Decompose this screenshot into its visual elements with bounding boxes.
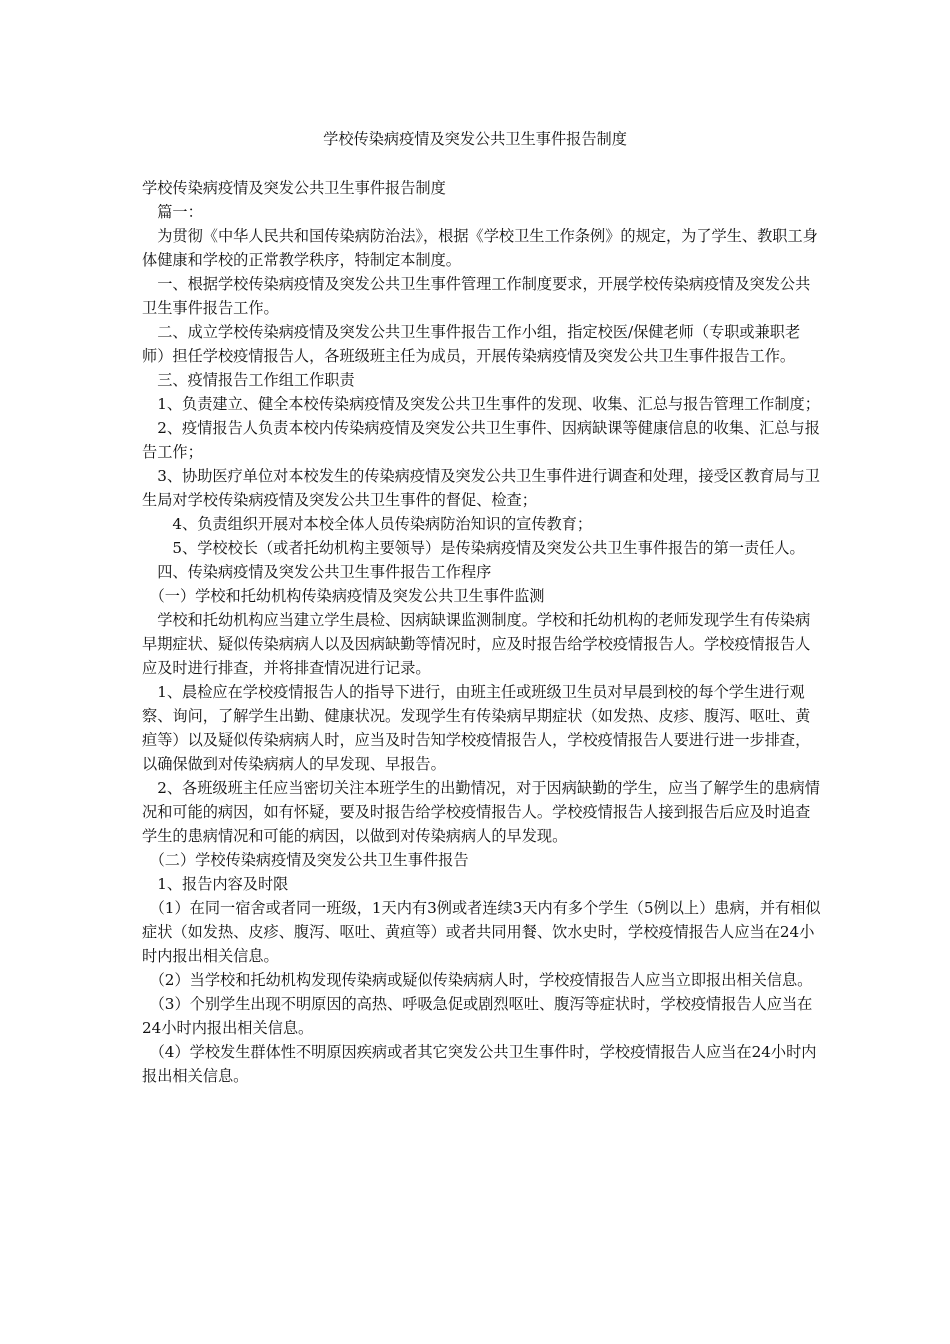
paragraph: 2、各班级班主任应当密切关注本班学生的出勤情况，对于因病缺勤的学生，应当了解学生的患病情况和可能的病因，如有怀疑，要及时报告给学校疫情报告人。学校疫情报告人接到报告后应及时追查学生的患病情况和可能的病因，以做到对传染病病人的早发现。 — [142, 779, 820, 845]
paragraph: 四、传染病疫情及突发公共卫生事件报告工作程序 — [142, 563, 492, 581]
paragraph: 2、疫情报告人负责本校内传染病疫情及突发公共卫生事件、因病缺课等健康信息的收集、汇总与报告工作； — [142, 419, 820, 461]
paragraph: （4）学校发生群体性不明原因疾病或者其它突发公共卫生事件时，学校疫情报告人应当在24小时内报出相关信息。 — [142, 1043, 817, 1085]
paragraph: 二、成立学校传染病疫情及突发公共卫生事件报告工作小组，指定校医/保健老师（专职或兼职老师）担任学校疫情报告人，各班级班主任为成员，开展传染病疫情及突发公共卫生事件报告工作。 — [142, 323, 801, 365]
paragraph: （3）个别学生出现不明原因的高热、呼吸急促或剧烈呕吐、腹泻等症状时，学校疫情报告人应当在24小时内报出相关信息。 — [142, 995, 813, 1037]
paragraph: 1、晨检应在学校疫情报告人的指导下进行，由班主任或班级卫生员对早晨到校的每个学生进行观察、询问，了解学生出勤、健康状况。发现学生有传染病早期症状（如发热、皮疹、腹泻、呕吐、黄疸等）以及疑似传染病病人时，应当及时告知学校疫情报告人，学校疫情报告人要进行进一步排查，以确保做到对传染病病人的早发现、早报告。 — [142, 683, 811, 773]
paragraph: 4、负责组织开展对本校全体人员传染病防治知识的宣传教育； — [142, 515, 593, 533]
paragraph: （一）学校和托幼机构传染病疫情及突发公共卫生事件监测 — [142, 587, 545, 605]
paragraph: 为贯彻《中华人民共和国传染病防治法》，根据《学校卫生工作条例》的规定，为了学生、教职工身体健康和学校的正常教学秩序，特制定本制度。 — [142, 227, 818, 269]
paragraph: 1、负责建立、健全本校传染病疫情及突发公共卫生事件的发现、收集、汇总与报告管理工作制度； — [142, 395, 820, 413]
paragraph: （二）学校传染病疫情及突发公共卫生事件报告 — [142, 851, 469, 869]
paragraph: 学校和托幼机构应当建立学生晨检、因病缺课监测制度。学校和托幼机构的老师发现学生有传染病早期症状、疑似传染病病人以及因病缺勤等情况时，应及时报告给学校疫情报告人。学校疫情报告人应及时进行排查，并将排查情况进行记录。 — [142, 611, 811, 677]
paragraph: 一、根据学校传染病疫情及突发公共卫生事件管理工作制度要求，开展学校传染病疫情及突发公共卫生事件报告工作。 — [142, 275, 811, 317]
paragraph: 三、疫情报告工作组工作职责 — [142, 371, 355, 389]
paragraph: 1、报告内容及时限 — [142, 875, 289, 893]
document-title: 学校传染病疫情及突发公共卫生事件报告制度 — [323, 130, 627, 148]
paragraph: 3、协助医疗单位对本校发生的传染病疫情及突发公共卫生事件进行调查和处理，接受区教育局与卫生局对学校传染病疫情及突发公共卫生事件的督促、检查； — [142, 467, 820, 509]
paragraph: 5、学校校长（或者托幼机构主要领导）是传染病疫情及突发公共卫生事件报告的第一责任人。 — [142, 539, 805, 557]
paragraph: （1）在同一宿舍或者同一班级，1天内有3例或者连续3天内有多个学生（5例以上）患病，并有相似症状（如发热、皮疹、腹泻、呕吐、黄疸等）或者共同用餐、饮水史时，学校疫情报告人应当在24小时内报出相关信息。 — [142, 899, 821, 965]
paragraph: 篇一： — [142, 203, 203, 221]
paragraph: 学校传染病疫情及突发公共卫生事件报告制度 — [142, 179, 446, 197]
document-body — [142, 176, 822, 1088]
paragraph: （2）当学校和托幼机构发现传染病或疑似传染病病人时，学校疫情报告人应当立即报出相关信息。 — [142, 971, 813, 989]
